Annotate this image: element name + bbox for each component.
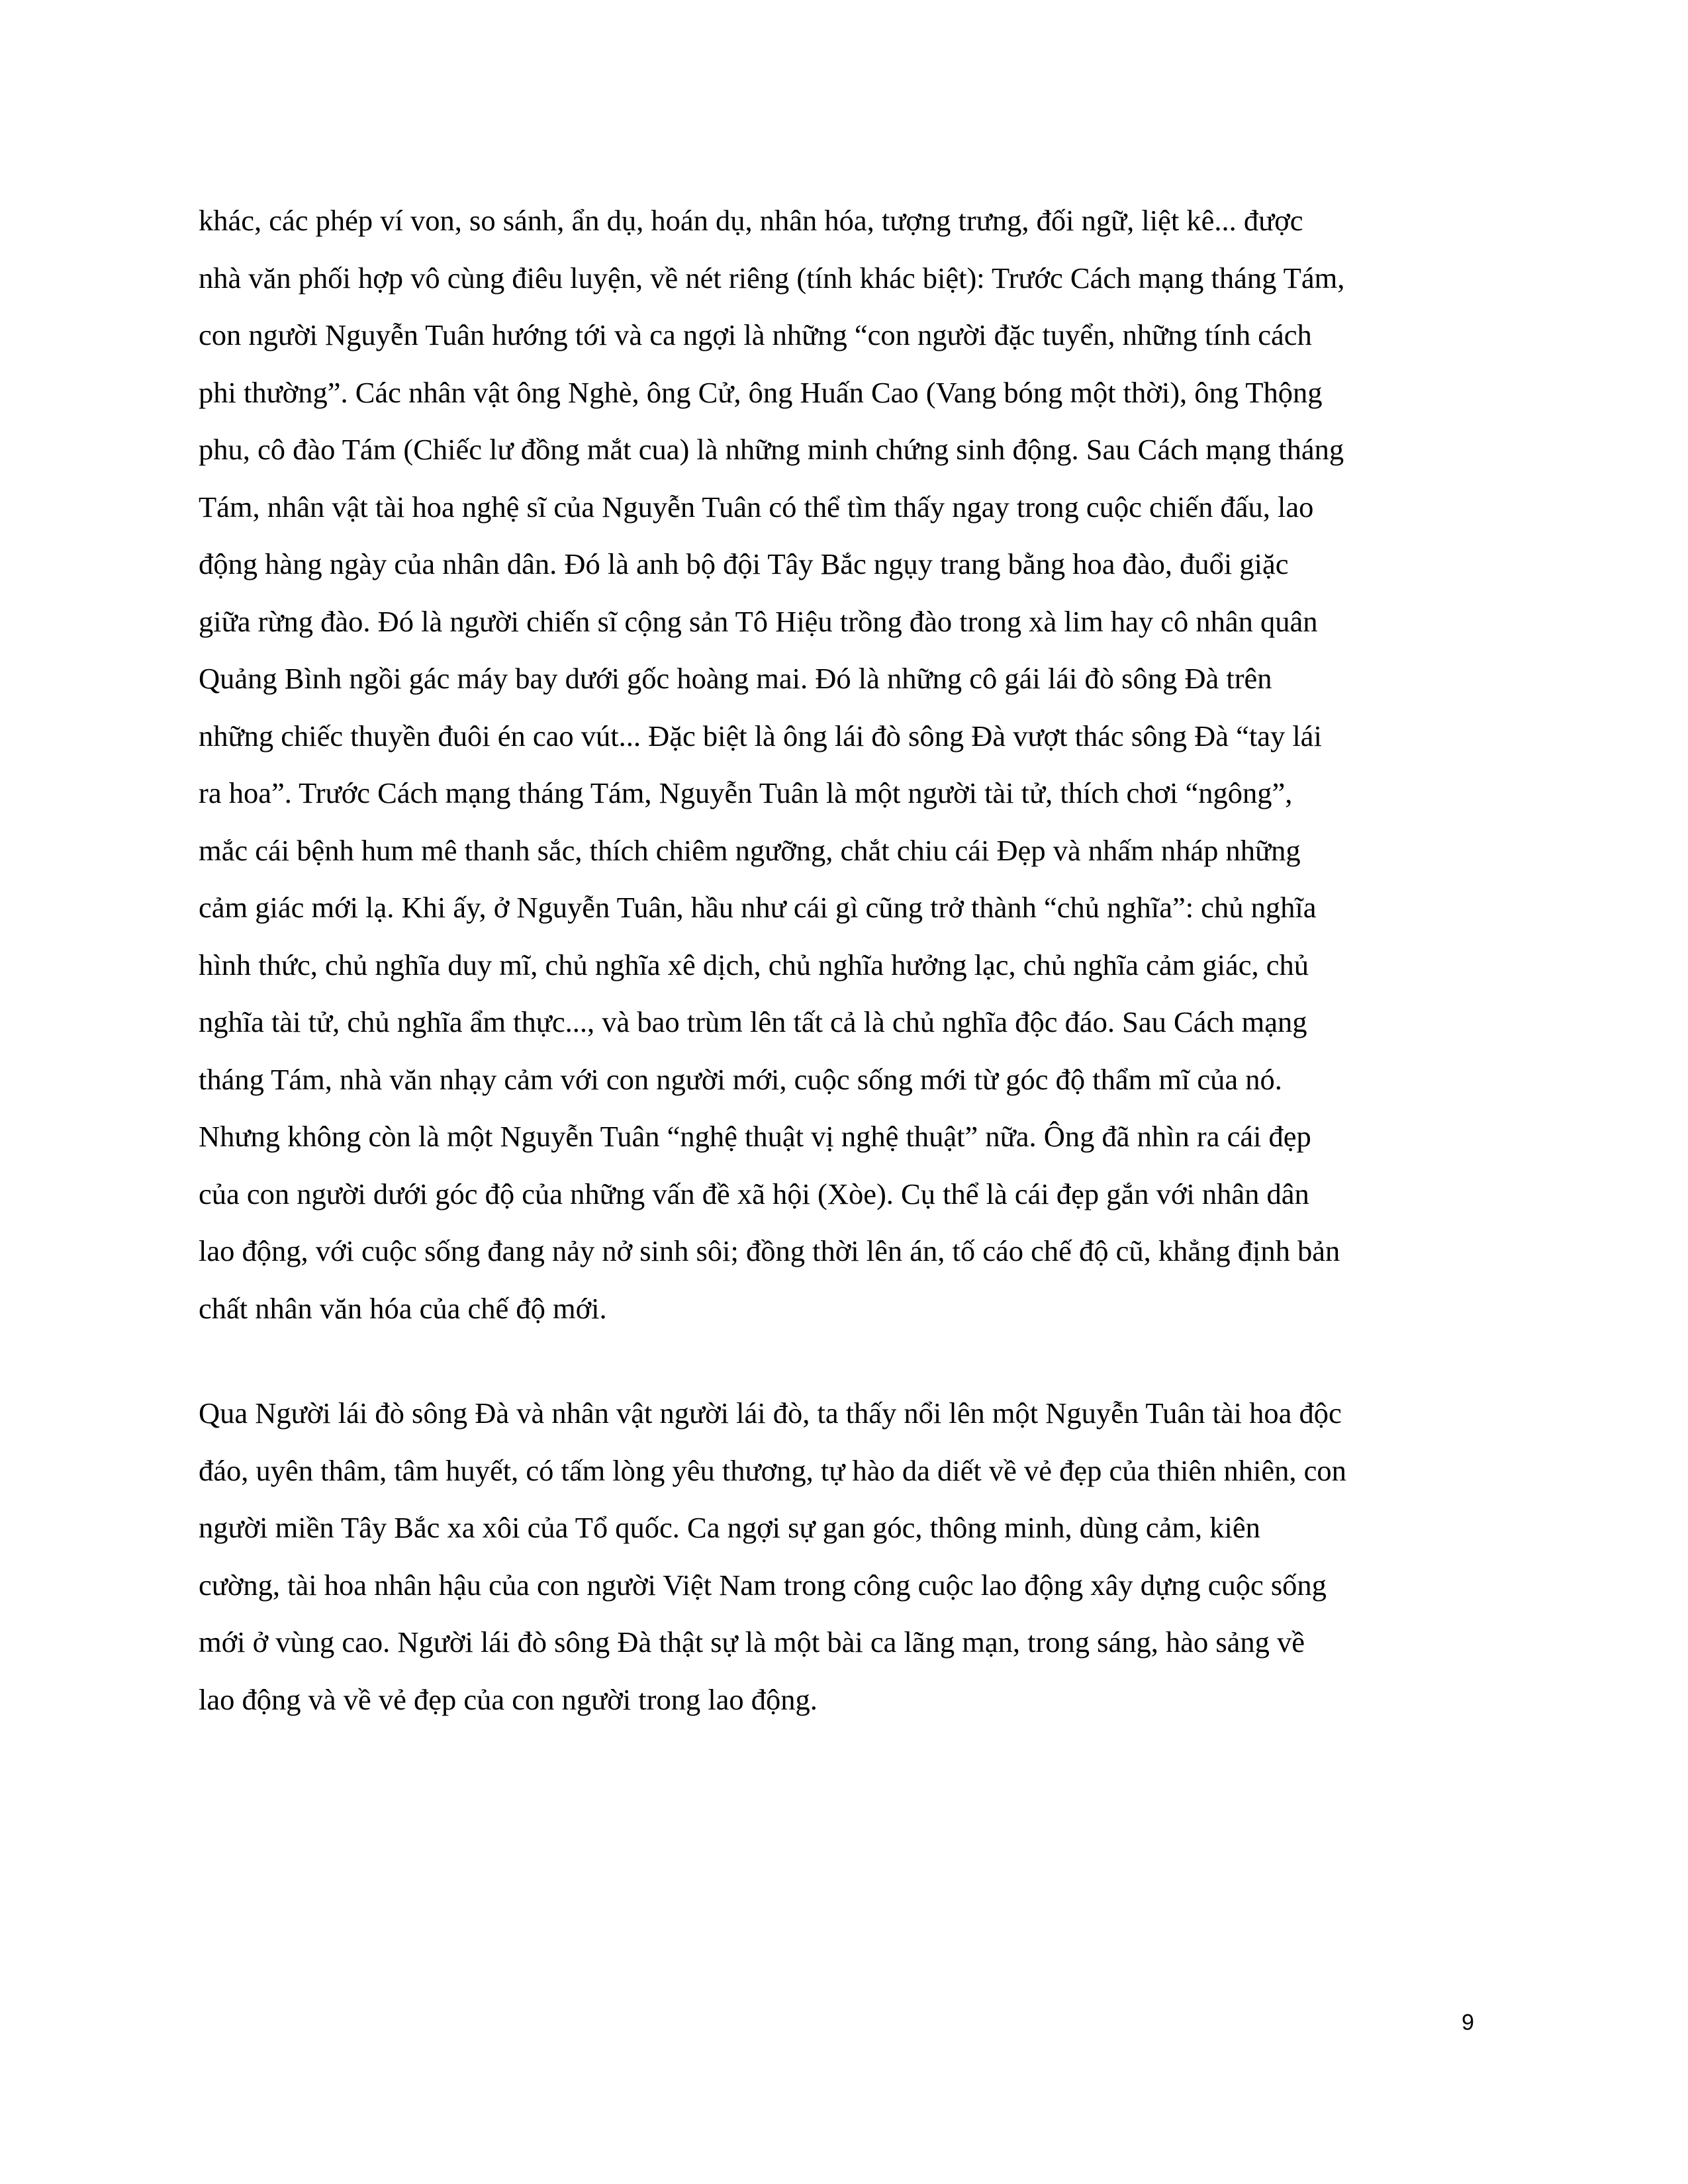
text-line: mới ở vùng cao. Người lái đò sông Đà thật sự là một bài ca lãng mạn, trong sáng, hào sảng về [199, 1625, 1305, 1659]
text-line: mắc cái bệnh hum mê thanh sắc, thích chiêm ngưỡng, chắt chiu cái Đẹp và nhấm nháp những [199, 833, 1301, 867]
text-line: lao động, với cuộc sống đang nảy nở sinh sôi; đồng thời lên án, tố cáo chế độ cũ, khẳng định bản [199, 1234, 1340, 1267]
text-line: Qua Người lái đò sông Đà và nhân vật người lái đò, ta thấy nổi lên một Nguyễn Tuân tài hoa độc [199, 1396, 1342, 1430]
text-line: Tám, nhân vật tài hoa nghệ sĩ của Nguyễn Tuân có thể tìm thấy ngay trong cuộc chiến đấu, lao [199, 490, 1314, 523]
text-line: đáo, uyên thâm, tâm huyết, có tấm lòng yêu thương, tự hào da diết về vẻ đẹp của thiên nhiên, con [199, 1453, 1346, 1487]
text-line: phu, cô đào Tám (Chiếc lư đồng mắt cua) là những minh chứng sinh động. Sau Cách mạng tháng [199, 433, 1344, 466]
text-line: tháng Tám, nhà văn nhạy cảm với con người mới, cuộc sống mới từ góc độ thẩm mĩ của nó. [199, 1062, 1282, 1096]
text-line: con người Nguyễn Tuân hướng tới và ca ngợi là những “con người đặc tuyển, những tính cách [199, 318, 1312, 351]
text-line: hình thức, chủ nghĩa duy mĩ, chủ nghĩa xê dịch, chủ nghĩa hưởng lạc, chủ nghĩa cảm giác, chủ [199, 948, 1309, 981]
text-line: lao động và về vẻ đẹp của con người trong lao động. [199, 1682, 818, 1716]
text-line: cường, tài hoa nhân hậu của con người Việt Nam trong công cuộc lao động xây dựng cuộc sống [199, 1568, 1327, 1602]
text-line: của con người dưới góc độ của những vấn đề xã hội (Xòe). Cụ thể là cái đẹp gắn với nhân dân [199, 1177, 1309, 1210]
body-paragraph-2 [199, 1385, 1496, 1728]
text-line: những chiếc thuyền đuôi én cao vút... Đặc biệt là ông lái đò sông Đà vượt thác sông Đà “tay lái [199, 719, 1322, 752]
text-line: phi thường”. Các nhân vật ông Nghè, ông Cử, ông Huấn Cao (Vang bóng một thời), ông Thộng [199, 375, 1323, 409]
text-line: Quảng Bình ngồi gác máy bay dưới gốc hoàng mai. Đó là những cô gái lái đò sông Đà trên [199, 662, 1272, 695]
text-line: khác, các phép ví von, so sánh, ẩn dụ, hoán dụ, nhân hóa, tượng trưng, đối ngữ, liệt kê... được [199, 204, 1303, 237]
text-line: người miền Tây Bắc xa xôi của Tổ quốc. Ca ngợi sự gan góc, thông minh, dùng cảm, kiên [199, 1511, 1260, 1544]
text-line: nghĩa tài tử, chủ nghĩa ẩm thực..., và bao trùm lên tất cả là chủ nghĩa độc đáo. Sau Cách mạng [199, 1005, 1307, 1038]
text-line: cảm giác mới lạ. Khi ấy, ở Nguyễn Tuân, hầu như cái gì cũng trở thành “chủ nghĩa”: chủ nghĩa [199, 891, 1317, 924]
text-line: động hàng ngày của nhân dân. Đó là anh bộ đội Tây Bắc ngụy trang bằng hoa đào, đuổi giặc [199, 547, 1289, 580]
page-number: 9 [1462, 2010, 1474, 2035]
text-line: nhà văn phối hợp vô cùng điêu luyện, về nét riêng (tính khác biệt): Trước Cách mạng tháng Tám, [199, 261, 1345, 295]
text-line: ra hoa”. Trước Cách mạng tháng Tám, Nguyễn Tuân là một người tài tử, thích chơi “ngông”, [199, 776, 1293, 809]
text-line: Nhưng không còn là một Nguyễn Tuân “nghệ thuật vị nghệ thuật” nữa. Ông đã nhìn ra cái đẹp [199, 1120, 1311, 1153]
body-paragraph-1 [199, 192, 1496, 1337]
text-line: chất nhân văn hóa của chế độ mới. [199, 1291, 607, 1325]
text-line: giữa rừng đào. Đó là người chiến sĩ cộng sản Tô Hiệu trồng đào trong xà lim hay cô nhân quân [199, 604, 1318, 638]
